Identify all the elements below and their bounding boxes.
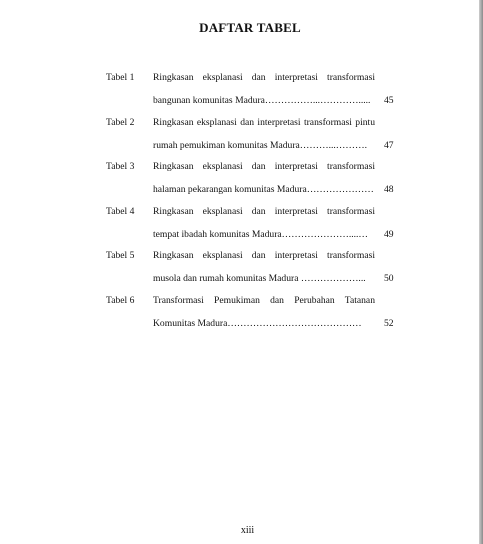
table-caption-line1: Ringkasan eksplanasi dan interpretasi transformasi [153,206,375,217]
table-caption-line1: Ringkasan eksplanasi dan interpretasi transformasi [153,250,375,261]
table-list-entry [0,161,479,205]
table-label: Tabel 4 [106,206,135,217]
page-edge-shadow [479,0,483,544]
table-caption-line2: musola dan rumah komunitas Madura ………………... [153,273,366,284]
table-caption-line2: halaman pekarangan komunitas Madura………………… [153,184,374,195]
table-caption-line1: Ringkasan eksplanasi dan interpretasi transformasi [153,72,375,83]
table-caption-line2: bangunan komunitas Madura……………...…………..... [153,95,371,106]
table-list-entry [0,206,479,250]
table-list-entry [0,295,479,339]
table-page-number: 52 [384,318,394,329]
table-page-number: 48 [384,184,394,195]
table-caption-line2: tempat ibadah komunitas Madura…………………....… [153,229,369,240]
table-page-number: 50 [384,273,394,284]
table-label: Tabel 1 [106,72,135,83]
table-caption-line1: Ringkasan eksplanasi dan interpretasi transformasi pintu [153,117,375,128]
table-page-number: 49 [384,229,394,240]
page-footer-number: xiii [240,525,255,536]
table-list-entry [0,72,479,116]
table-caption-line1: Ringkasan eksplanasi dan interpretasi transformasi [153,161,375,172]
table-label: Tabel 2 [106,117,135,128]
table-page-number: 47 [384,140,394,151]
table-label: Tabel 3 [106,161,135,172]
table-caption-line2: Komunitas Madura…………………………………… [153,318,362,329]
page-title: DAFTAR TABEL [199,20,301,35]
table-caption-line1: Transformasi Pemukiman dan Perubahan Tatanan [153,295,375,306]
table-label: Tabel 5 [106,250,135,261]
table-list-entry [0,117,479,161]
table-label: Tabel 6 [106,295,135,306]
table-caption-line2: rumah pemukiman komunitas Madura………...………. [153,140,367,151]
table-page-number: 45 [384,95,394,106]
table-list-entry [0,250,479,294]
